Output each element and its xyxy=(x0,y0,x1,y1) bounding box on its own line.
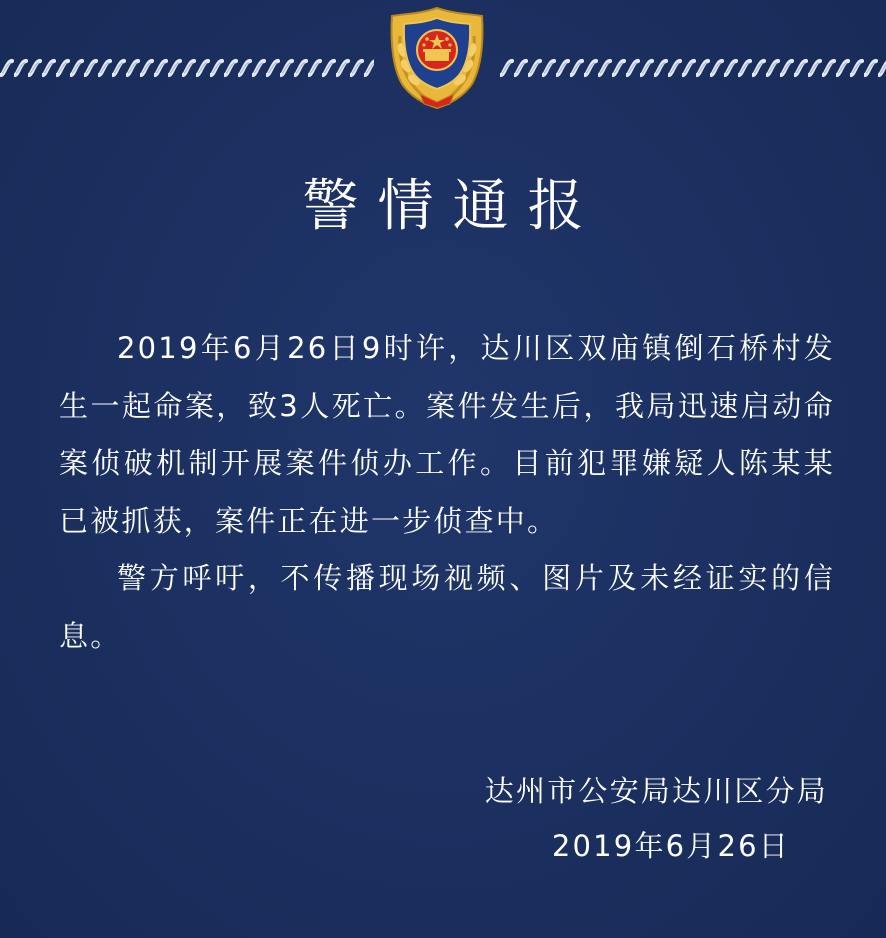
notice-title: 警情通报 xyxy=(302,174,603,239)
notice-paragraph-2: 警方呼吁，不传播现场视频、图片及未经证实的信息。 xyxy=(59,561,835,653)
issuer-name: 达州市公安局达川区分局 xyxy=(484,774,828,808)
rope-border-left-icon xyxy=(0,57,374,79)
rope-border-right-icon xyxy=(500,57,886,79)
notice-body xyxy=(59,320,835,665)
issue-date: 2019年6月26日 xyxy=(551,829,790,863)
notice-paragraph-1: 2019年6月26日9时许，达川区双庙镇倒石桥村发生一起命案，致3人死亡。案件发生后，我局迅速启动命案侦破机制开展案件侦办工作。目前犯罪嫌疑人陈某某已被抓获，案件正在进一步侦查中。 xyxy=(59,331,835,538)
police-emblem-icon xyxy=(384,6,490,110)
